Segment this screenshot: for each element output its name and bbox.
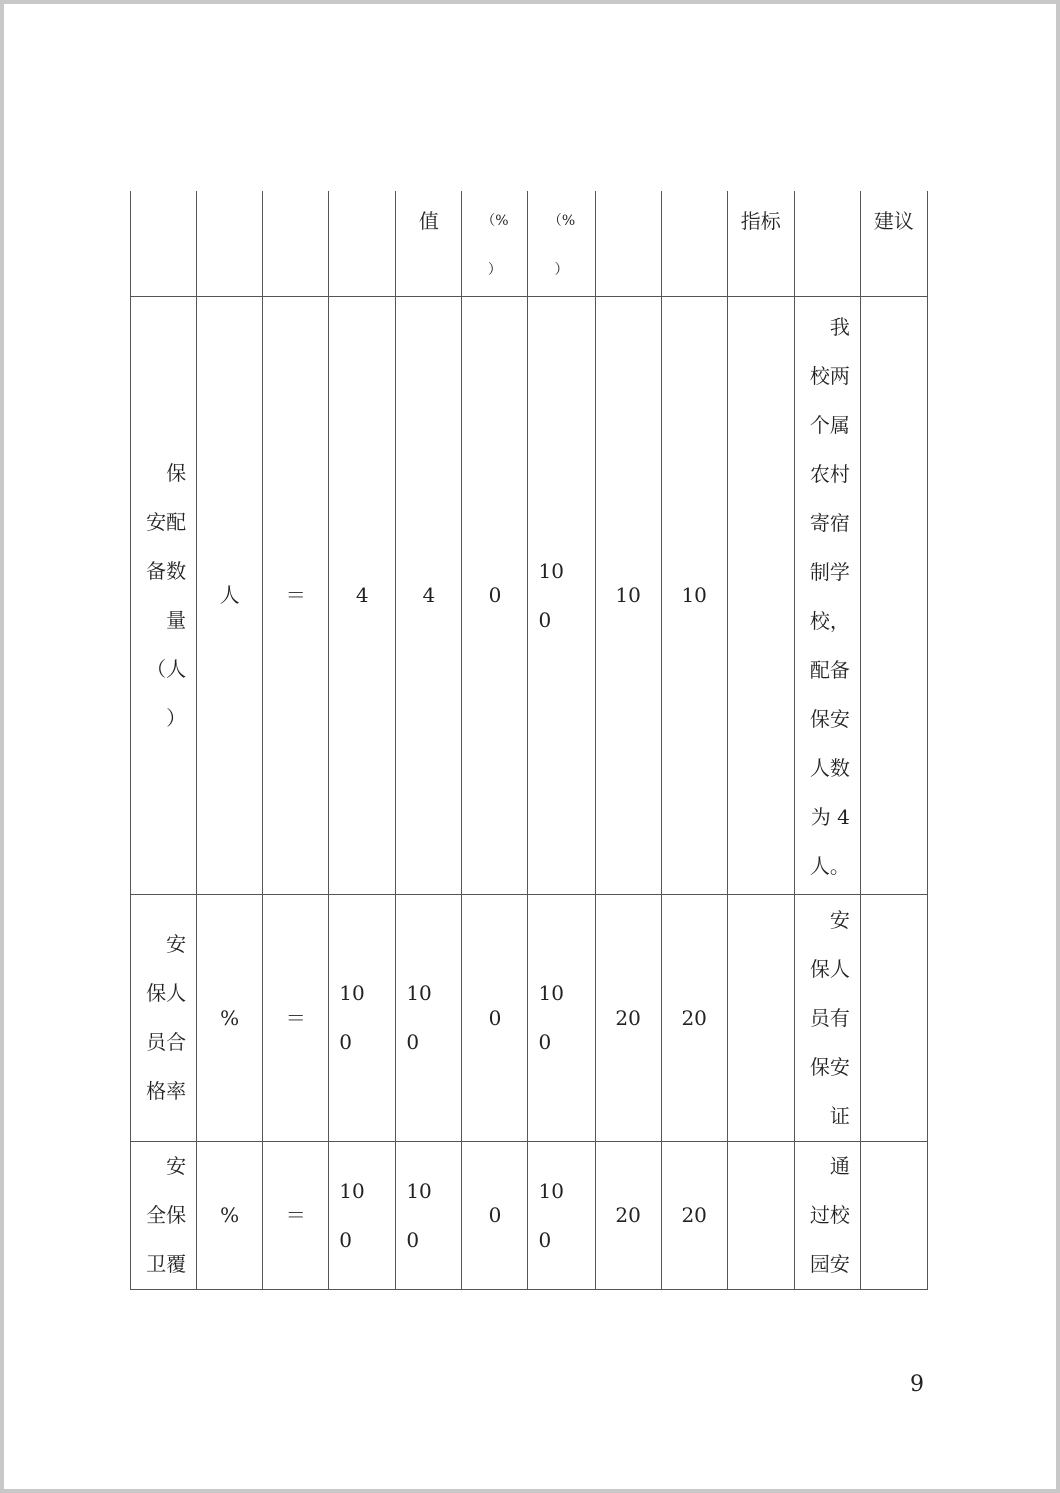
data-table (130, 191, 928, 1290)
document-page (4, 4, 1056, 1489)
indicator-name-cell: 保 安配 备数 量 （人 ） (131, 297, 197, 895)
value-cell: 20 (595, 1142, 661, 1290)
value-cell (727, 895, 794, 1142)
value-cell: 10 (595, 297, 661, 895)
value-cell: 10 0 (528, 895, 595, 1142)
suggestion-cell (860, 1142, 927, 1290)
header-cell (263, 191, 329, 297)
table-header-row (131, 191, 928, 297)
operator-cell: ＝ (263, 297, 329, 895)
table-row (131, 895, 928, 1142)
suggestion-cell (860, 895, 927, 1142)
value-cell (727, 297, 794, 895)
value-cell: 20 (661, 895, 727, 1142)
header-cell (595, 191, 661, 297)
header-cell (131, 191, 197, 297)
header-cell: 建议 (860, 191, 927, 297)
value-cell: 10 0 (528, 1142, 595, 1290)
remark-cell: 安 保人 员有 保安 证 (794, 895, 860, 1142)
unit-cell: 人 (197, 297, 263, 895)
table-row (131, 297, 928, 895)
value-cell: 10 0 (329, 1142, 396, 1290)
header-cell: 指标 (727, 191, 794, 297)
header-cell (197, 191, 263, 297)
remark-cell: 通 过校 园安 (794, 1142, 860, 1290)
unit-cell: % (197, 895, 263, 1142)
value-cell: 0 (462, 1142, 528, 1290)
value-cell: 20 (661, 1142, 727, 1290)
value-cell: 10 (661, 297, 727, 895)
table-row (131, 1142, 928, 1290)
header-cell: （% ） (528, 191, 595, 297)
value-cell: 0 (462, 297, 528, 895)
value-cell: 20 (595, 895, 661, 1142)
suggestion-cell (860, 297, 927, 895)
value-cell: 10 0 (396, 895, 462, 1142)
header-cell (661, 191, 727, 297)
header-cell: 值 (396, 191, 462, 297)
value-cell: 0 (462, 895, 528, 1142)
value-cell: 10 0 (329, 895, 396, 1142)
indicator-name-cell: 安 保人 员合 格率 (131, 895, 197, 1142)
value-cell: 4 (396, 297, 462, 895)
operator-cell: ＝ (263, 895, 329, 1142)
unit-cell: % (197, 1142, 263, 1290)
header-cell (794, 191, 860, 297)
value-cell: 4 (329, 297, 396, 895)
operator-cell: ＝ (263, 1142, 329, 1290)
indicator-name-cell: 安 全保 卫覆 (131, 1142, 197, 1290)
value-cell: 10 0 (396, 1142, 462, 1290)
header-cell (329, 191, 396, 297)
value-cell: 10 0 (528, 297, 595, 895)
header-cell: （% ） (462, 191, 528, 297)
page-number: 9 (910, 1372, 924, 1397)
remark-cell: 我 校两 个属 农村 寄宿 制学 校， 配备 保安 人数 为 4 人。 (794, 297, 860, 895)
value-cell (727, 1142, 794, 1290)
